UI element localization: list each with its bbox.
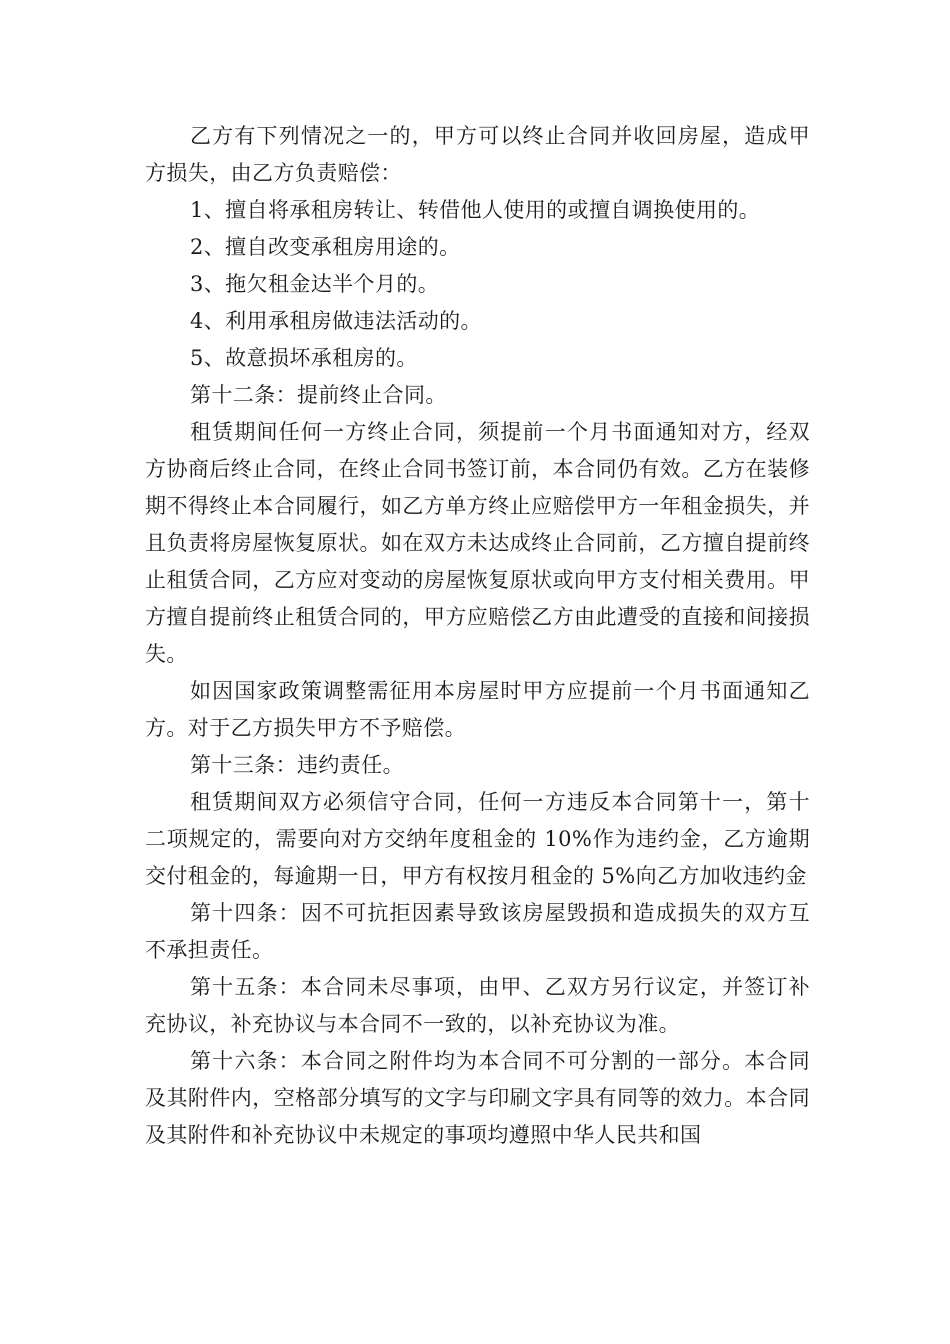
- list-item-2: 2、擅自改变承租房用途的。: [190, 235, 461, 259]
- list-item-1: 1、擅自将承租房转让、转借他人使用的或擅自调换使用的。: [190, 198, 761, 222]
- article-13-body: 租赁期间双方必须信守合同，任何一方违反本合同第十一，第十二项规定的，需要向对方交纳年度租金的 10%作为违约金，乙方逾期交付租金的，每逾期一日，甲方有权按月租金的 5%向乙方加收违约金: [145, 790, 810, 888]
- article-12-heading: 第十二条：提前终止合同。: [190, 383, 447, 407]
- document-body: [145, 118, 810, 1154]
- article-16: 第十六条：本合同之附件均为本合同不可分割的一部分。本合同及其附件内，空格部分填写的文字与印刷文字具有同等的效力。本合同及其附件和补充协议中未规定的事项均遵照中华人民共和国: [145, 1049, 810, 1147]
- list-item-3: 3、拖欠租金达半个月的。: [190, 272, 440, 296]
- article-14: 第十四条：因不可抗拒因素导致该房屋毁损和造成损失的双方互不承担责任。: [145, 901, 810, 962]
- list-item-5: 5、故意损坏承租房的。: [190, 346, 418, 370]
- article-13-heading: 第十三条：违约责任。: [190, 753, 404, 777]
- paragraph-termination-conditions: 乙方有下列情况之一的，甲方可以终止合同并收回房屋，造成甲方损失，由乙方负责赔偿：: [145, 124, 810, 185]
- article-12-body: 租赁期间任何一方终止合同，须提前一个月书面通知对方，经双方协商后终止合同，在终止合同书签订前，本合同仍有效。乙方在装修期不得终止本合同履行，如乙方单方终止应赔偿甲方一年租金损失，并且负责将房屋恢复原状。如在双方未达成终止合同前，乙方擅自提前终止租赁合同，乙方应对变动的房屋恢复原状或向甲方支付相关费用。甲方擅自提前终止租赁合同的，甲方应赔偿乙方由此遭受的直接和间接损失。: [145, 420, 810, 666]
- article-12-policy-clause: 如因国家政策调整需征用本房屋时甲方应提前一个月书面通知乙方。对于乙方损失甲方不予赔偿。: [145, 679, 810, 740]
- list-item-4: 4、利用承租房做违法活动的。: [190, 309, 482, 333]
- article-15: 第十五条：本合同未尽事项，由甲、乙双方另行议定，并签订补充协议，补充协议与本合同不一致的，以补充协议为准。: [145, 975, 810, 1036]
